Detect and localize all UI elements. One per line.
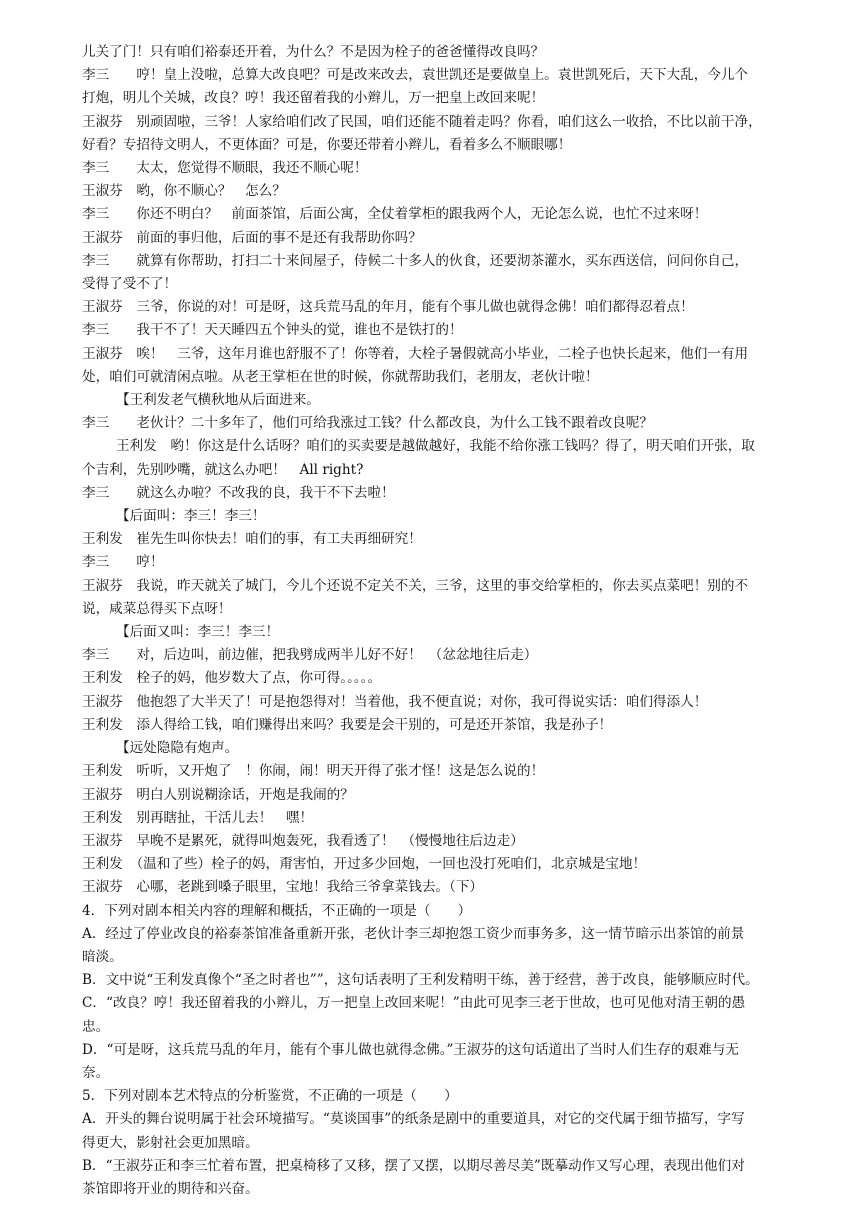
option-line: B．“王淑芬正和李三忙着布置，把桌椅移了又移，摆了又摆，以期尽善尽美”既摹动作又写心理，表现出他们对 [82, 1157, 745, 1174]
text-line: 李三 就算有你帮助，打扫二十来间屋子，侍候二十多人的伙食，还要沏茶灌水，买东西送信，问问你自己， [82, 252, 749, 269]
text-line: 王淑芬 三爷，你说的对！可是呀，这兵荒马乱的年月，能有个事儿做也就得念佛！咱们都得忍着点！ [82, 299, 694, 316]
text-line: 王淑芬 早晚不是累死，就得叫炮轰死，我看透了！ （慢慢地往后边走） [82, 832, 524, 849]
text-line: 王淑芬 唉！ 三爷，这年月谁也舒服不了！你等着，大栓子暑假就高小毕业，二栓子也快长起来，他们一有用 [82, 345, 749, 362]
option-line: A．经过了停业改良的裕泰茶馆准备重新开张，老伙计李三却抱怨工资少而事务多，这一情节暗示出茶馆的前景 [82, 925, 745, 942]
text-line: 受得了受不了！ [82, 276, 178, 293]
stage-direction: 【后面叫：李三！李三！ [116, 508, 266, 525]
text-line: 李三 哼！ [82, 554, 164, 571]
text-line: 处，咱们可就清闲点啦。从老王掌柜在世的时候，你就帮助我们，老朋友，老伙计啦！ [82, 368, 599, 385]
option-line: 暗淡。 [82, 948, 123, 965]
text-line: 王利发 听听，又开炮了 ！你闹，闹！明天开得了张才怪！这是怎么说的！ [82, 763, 545, 780]
text-line: 王利发 哟！你这是什么话呀？咱们的买卖要是越做越好，我能不给你涨工钱吗？得了，明天咱们开张，取 [116, 438, 755, 455]
text-line: 王淑芬 哟，你不顺心？ 怎么？ [82, 183, 286, 200]
stage-direction: 【远处隐隐有炮声。 [116, 740, 239, 757]
question-stem: 5．下列对剧本艺术特点的分析鉴赏，不正确的一项是（ ） [82, 1088, 458, 1105]
text-line: 李三 哼！皇上没啦，总算大改良吧？可是改来改去，袁世凯还是要做皇上。袁世凯死后，天下大乱，今儿个 [82, 67, 749, 84]
text-line: 王利发 别再瞎扯，干活儿去！ 嘿！ [82, 809, 314, 826]
text-line: 王利发 （温和了些）栓子的妈，甭害怕，开过多少回炮，一回也没打死咱们，北京城是宝地！ [82, 856, 647, 873]
text-line: 打炮，明儿个关城，改良？哼！我还留着我的小辫儿，万一把皇上改回来呢！ [82, 90, 545, 107]
text-line: 好看？专招待文明人，不更体面？可是，你要还带着小辫儿，看着多么不顺眼哪！ [82, 136, 572, 153]
text-line: 说，咸菜总得买下点呀！ [82, 600, 232, 617]
text-line: 王淑芬 心哪，老跳到嗓子眼里，宝地！我给三爷拿菜钱去。（下） [82, 879, 484, 896]
text-line: 李三 你还不明白？ 前面茶馆，后面公寓，全仗着掌柜的跟我两个人，无论怎么说，也忙不过来呀！ [82, 206, 708, 223]
text-line: 王利发 添人得给工钱，咱们赚得出来吗？我要是会干别的，可是还开茶馆，我是孙子！ [82, 716, 613, 733]
text-line: 个吉利，先别吵嘴，就这么办吧！ All right? [82, 461, 364, 478]
text-line: 儿关了门！只有咱们裕泰还开着，为什么？不是因为栓子的爸爸懂得改良吗？ [82, 44, 545, 60]
option-line: 得更大，影射社会更加黑暗。 [82, 1134, 259, 1151]
option-line: D．“可是呀，这兵荒马乱的年月，能有个事儿做也就得念佛。”王淑芬的这句话道出了当时人们生存的艰难与无 [82, 1041, 739, 1058]
option-line: 忠。 [82, 1018, 110, 1035]
option-line: C．“改良？哼！我还留着我的小辫儿，万一把皇上改回来呢！”由此可见李三老于世故，也可见他对清王朝的愚 [82, 995, 746, 1012]
question-stem: 4．下列对剧本相关内容的理解和概括，不正确的一项是（ ） [82, 902, 472, 919]
text-line: 王利发 崔先生叫你快去！咱们的事，有工夫再细研究！ [82, 531, 422, 548]
text-line: 李三 老伙计？二十多年了，他们可给我涨过工钱？什么都改良，为什么工钱不跟着改良呢？ [82, 415, 653, 432]
option-line: 茶馆即将开业的期待和兴奋。 [82, 1180, 259, 1197]
text-line: 王淑芬 前面的事归他，后面的事不是还有我帮助你吗？ [82, 229, 422, 246]
text-line: 李三 太太，您觉得不顺眼，我还不顺心呢！ [82, 160, 368, 177]
text-line: 王淑芬 明白人别说糊涂话，开炮是我闹的？ [82, 786, 354, 803]
text-line: 李三 对，后边叫，前边催，把我劈成两半儿好不好！ （忿忿地往后走） [82, 647, 538, 664]
option-line: B．文中说“王利发真像个“圣之时者也””，这句话表明了王利发精明干练，善于经营，善于改良，能够顺应时代。 [82, 972, 759, 989]
option-line: 奈。 [82, 1064, 110, 1081]
text-line: 李三 我干不了！天天睡四五个钟头的觉，谁也不是铁打的！ [82, 322, 463, 339]
text-line: 王淑芬 我说，昨天就关了城门，今儿个还说不定关不关，三爷，这里的事交给掌柜的，你去买点菜吧！别的不 [82, 577, 749, 594]
stage-direction: 【王利发老气横秋地从后面进来。 [116, 392, 320, 409]
text-line: 王淑芬 别顽固啦，三爷！人家给咱们改了民国，咱们还能不随着走吗？你看，咱们这么一收拾，不比以前干净， [82, 113, 762, 130]
stage-direction: 【后面又叫：李三！李三！ [116, 624, 280, 641]
text-line: 王利发 栓子的妈，他岁数大了点，你可得。。。。。 [82, 670, 382, 687]
option-line: A．开头的舞台说明属于社会环境描写。“莫谈国事”的纸条是剧中的重要道具，对它的交代属于细节描写，字写 [82, 1111, 745, 1128]
text-line: 王淑芬 他抱怨了大半天了！可是抱怨得对！当着他，我不便直说；对你，我可得说实话：咱们得添人！ [82, 693, 708, 710]
text-line: 李三 就这么办啦？不改我的良，我干不下去啦！ [82, 484, 395, 501]
